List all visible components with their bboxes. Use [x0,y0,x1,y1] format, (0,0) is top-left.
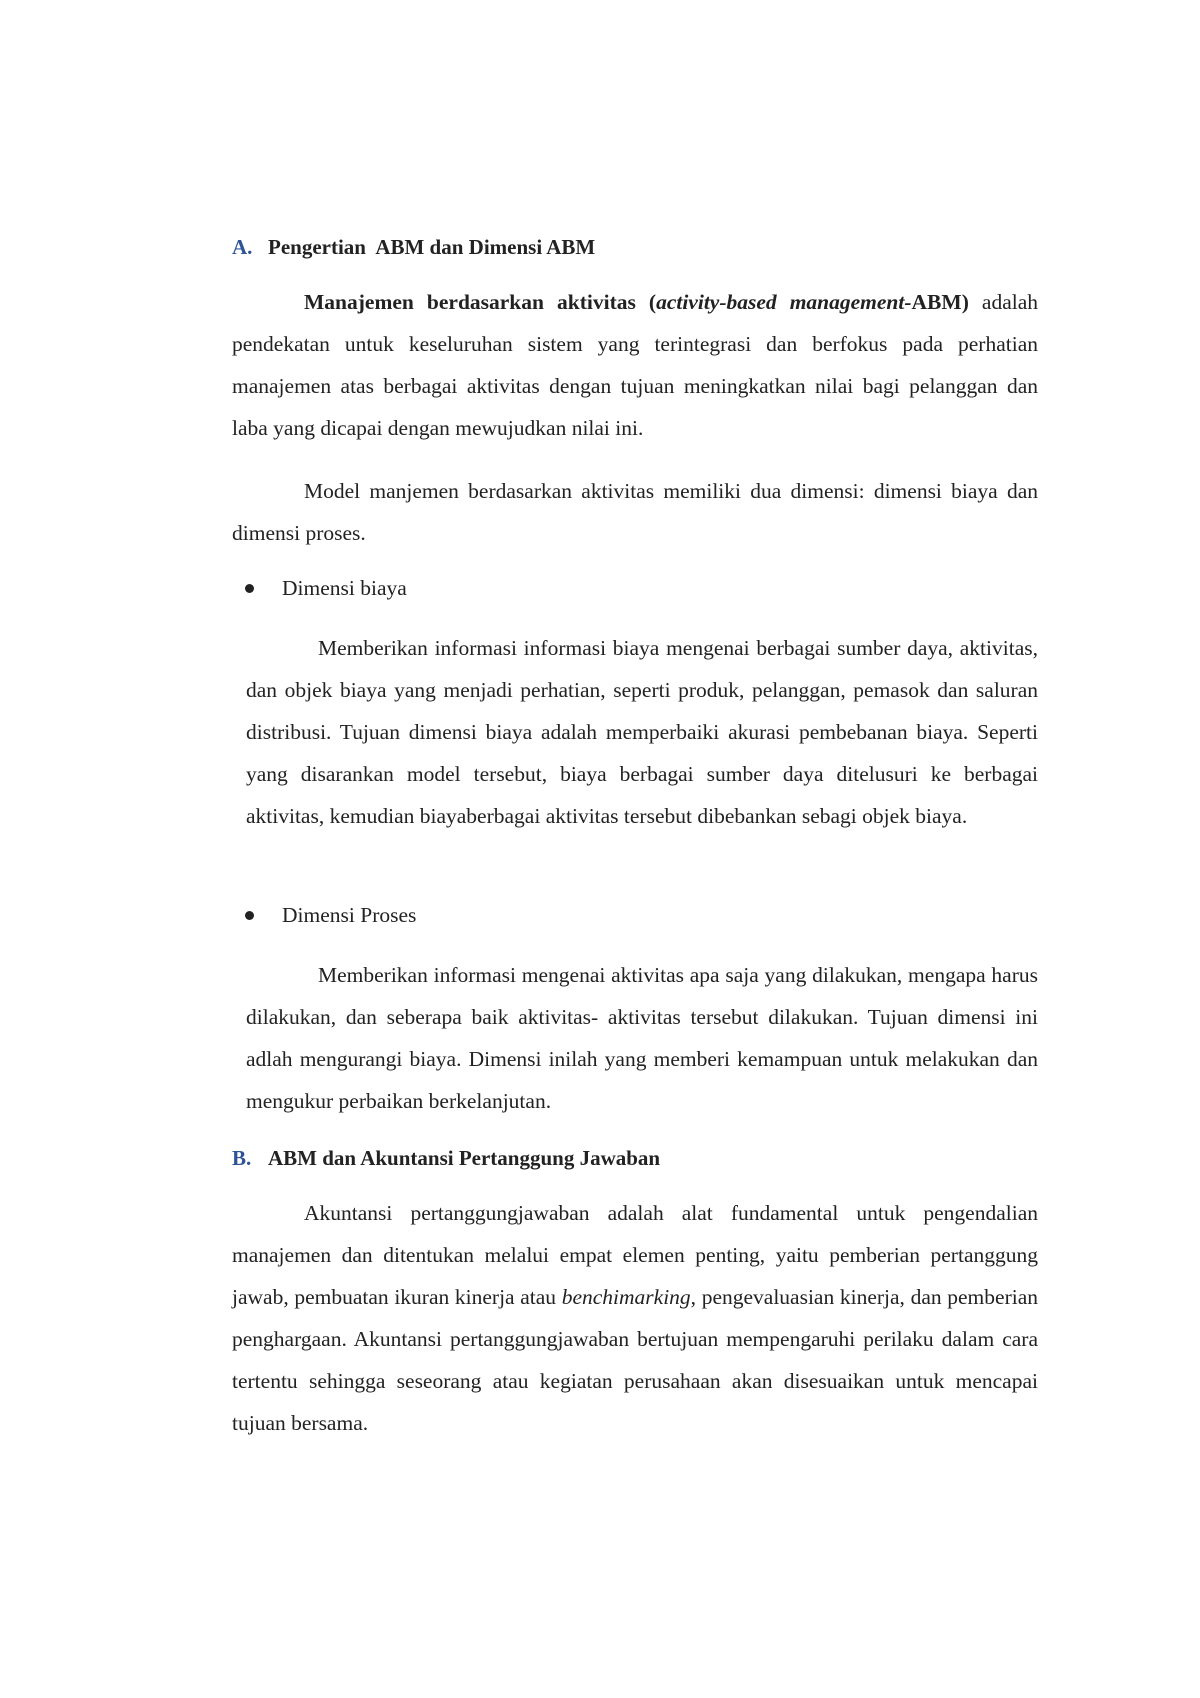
process-dimension-text: Memberikan informasi mengenai aktivitas apa saja yang dilakukan, mengapa harus dilakukan, dan seberapa baik aktivitas- aktivitas tersebut dilakukan. Tujuan dimensi ini adlah mengurangi biaya. Dimensi inilah yang memberi kemampuan untuk melakukan dan mengukur perbaikan berkelanjutan. [246,963,1038,1113]
section-b-paragraph [232,1192,1038,1444]
bullet-icon [245,584,254,593]
bullet-label: Dimensi biaya [282,576,407,600]
abm-italic-term: activity-based management- [656,290,912,314]
abm-bold-tail: ABM) [911,290,969,314]
bullet-icon [245,911,254,920]
abm-bold-lead: Manajemen berdasarkan aktivitas ( [304,290,657,314]
section-b-title: ABM dan Akuntansi Pertanggung Jawaban [268,1146,661,1170]
section-a-title: Pengertian ABM dan Dimensi ABM [268,235,596,259]
cost-dimension-paragraph [246,627,1038,837]
section-a-heading [232,232,595,262]
dimensions-intro-text: Model manjemen berdasarkan aktivitas memiliki dua dimensi: dimensi biaya dan dimensi proses. [232,479,1038,545]
responsibility-accounting-text-1: Akuntansi pertanggungjawaban adalah alat fundamental untuk pengendalian manajemen dan ditentukan melalui empat elemen penting, yaitu pemberian pertanggung jawab, pembuatan ikuran kinerja atau [232,1201,1038,1309]
process-dimension-paragraph [246,954,1038,1122]
section-b-letter: B. [232,1146,252,1170]
abm-definition-text: adalah pendekatan untuk keseluruhan sistem yang terintegrasi dan berfokus pada perhatian manajemen atas berbagai aktivitas dengan tujuan meningkatkan nilai bagi pelanggan dan laba yang dicapai dengan mewujudkan nilai ini. [232,290,1039,440]
responsibility-accounting-text-2: , pengevaluasian kinerja, dan pemberian penghargaan. Akuntansi pertanggungjawaban bertujuan mempengaruhi perilaku dalam cara tertentu sehingga seseorang atau kegiatan perusahaan akan disesuaikan untuk mencapai tujuan bersama. [232,1285,1039,1435]
bullet-item-process-dimension [245,900,416,930]
benchmarking-term: benchimarking [561,1285,691,1309]
cost-dimension-text: Memberikan informasi informasi biaya mengenai berbagai sumber daya, aktivitas, dan objek biaya yang menjadi perhatian, seperti produk, pelanggan, pemasok dan saluran distribusi. Tujuan dimensi biaya adalah memperbaiki akurasi pembebanan biaya. Seperti yang disarankan model tersebut, biaya berbagai sumber daya ditelusuri ke berbagai aktivitas, kemudian biayaberbagai aktivitas tersebut dibebankan sebagi objek biaya. [246,636,1038,828]
section-a-letter: A. [232,235,253,259]
bullet-item-cost-dimension [245,573,407,603]
bullet-label: Dimensi Proses [282,903,417,927]
section-b-heading [232,1143,660,1173]
section-a-paragraph-2 [232,470,1038,554]
section-a-paragraph-1 [232,281,1038,449]
